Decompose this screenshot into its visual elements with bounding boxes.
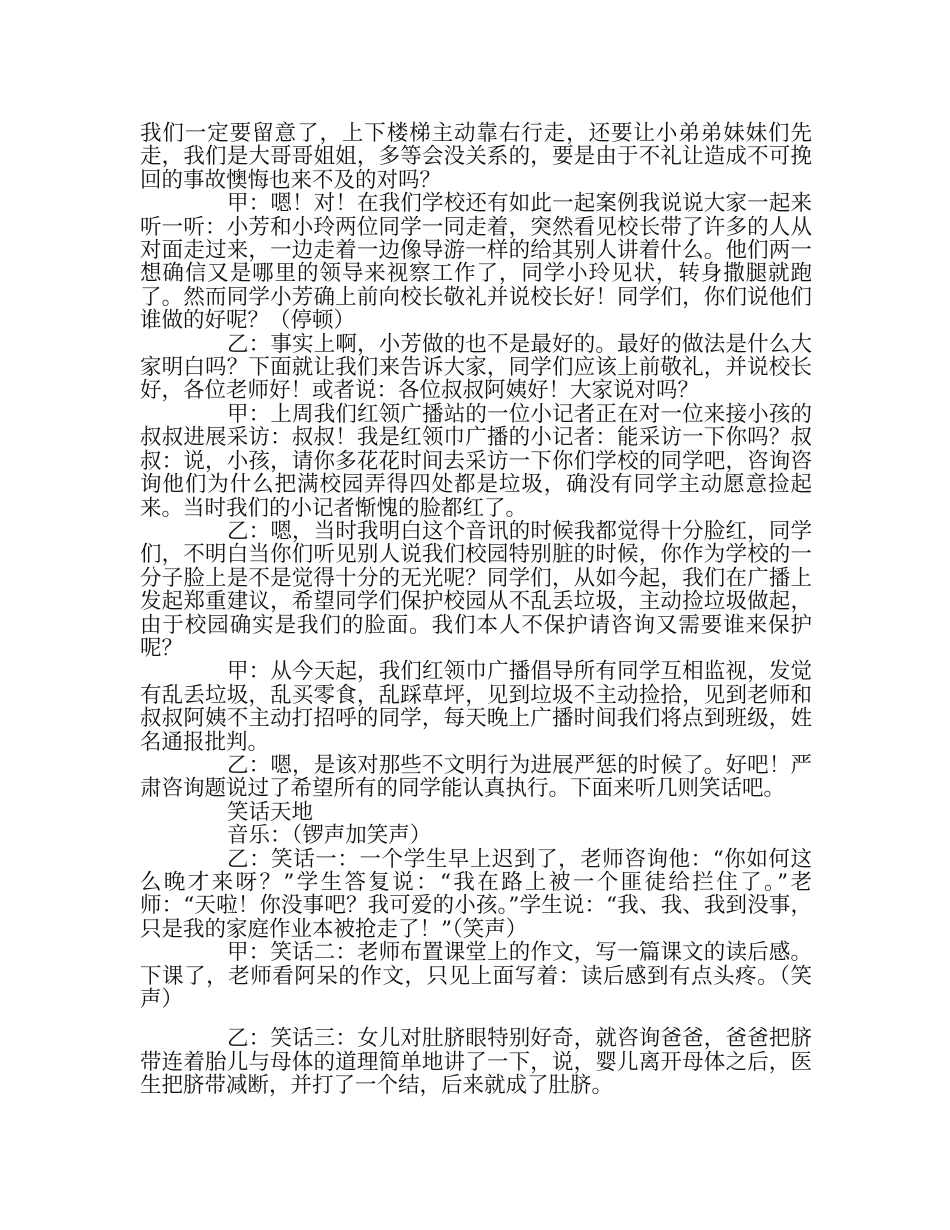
- paragraph-joke-3: 乙：笑话三：女儿对肚脐眼特别好奇，就咨询爸爸，爸爸把脐带连着胎儿与母体的道理简单地讲了一下，说，婴儿离开母体之后，医生把脐带减断，并打了一个结，后来就成了肚脐。: [140, 1026, 812, 1099]
- paragraph-music: 音乐：（锣声加笑声）: [227, 823, 432, 849]
- paragraph-yi-1: 乙：事实上啊，小芳做的也不是最好的。最好的做法是什么大家明白吗？下面就让我们来告诉大家，同学们应该上前敬礼，并说校长好，各位老师好！或者说：各位叔叔阿姨好！大家说对吗？: [140, 331, 812, 404]
- document-page: [140, 122, 812, 1098]
- paragraph-jia-2: 甲：上周我们红领广播站的一位小记者正在对一位来接小孩的叔叔进展采访：叔叔！我是红领巾广播的小记者：能采访一下你吗？叔叔：说，小孩，请你多花花时间去采访一下你们学校的同学吧，咨询咨询他们为什么把满校园弄得四处都是垃圾，确没有同学主动愿意捡起来。当时我们的小记者惭愧的脸都红了。: [140, 401, 812, 521]
- paragraph-jia-3: 甲：从今天起，我们红领巾广播倡导所有同学互相监视，发觉有乱丢垃圾，乱买零食，乱踩草坪，见到垃圾不主动捡拾，见到老师和叔叔阿姨不主动打招呼的同学，每天晚上广播时间我们将点到班级，姓名通报批判。: [140, 659, 812, 755]
- section-heading-jokes: 笑话天地: [227, 799, 314, 825]
- paragraph-yi-3: 乙：嗯，是该对那些不文明行为进展严惩的时候了。好吧！严肃咨询题说过了希望所有的同学能认真执行。下面来听几则笑话吧。: [140, 752, 812, 802]
- paragraph-yi-2: 乙：嗯，当时我明白这个音讯的时候我都觉得十分脸红，同学们，不明白当你们听见别人说我们校园特别脏的时候，你作为学校的一分子脸上是不是觉得十分的无光呢？同学们，从如今起，我们在广播上发起郑重建议，希望同学们保护校园从不乱丢垃圾，主动捡垃圾做起，由于校园确实是我们的脸面。我们本人不保护请咨询又需要谁来保护呢？: [140, 518, 812, 661]
- paragraph-joke-2: 甲：笑话二：老师布置课堂上的作文，写一篇课文的读后感。下课了，老师看阿呆的作文，只见上面写着：读后感到有点头疼。（笑声）: [140, 940, 812, 1013]
- paragraph-intro: 我们一定要留意了，上下楼梯主动靠右行走，还要让小弟弟妹妹们先走，我们是大哥哥姐姐，多等会没关系的，要是由于不礼让造成不可挽回的事故懊悔也来不及的对吗？: [140, 121, 812, 193]
- paragraph-jia-1: 甲：嗯！对！在我们学校还有如此一起案例我说说大家一起来听一听：小芳和小玲两位同学一同走着，突然看见校长带了许多的人从对面走过来，一边走着一边像导游一样的给其别人讲着什么。他们两一想确信又是哪里的领导来视察工作了，同学小玲见状，转身撒腿就跑了。然而同学小芳确上前向校长敬礼并说校长好！同学们，你们说他们谁做的好呢？（停顿）: [140, 191, 812, 334]
- paragraph-joke-1: 乙：笑话一：一个学生早上迟到了，老师咨询他：“你如何这么晚才来呀？”学生答复说：“我在路上被一个匪徒给拦住了。”老师：“天啦！你没事吧？我可爱的小孩。”学生说：“我、我、我到没事，只是我的家庭作业本被抢走了！”（笑声）: [140, 846, 812, 942]
